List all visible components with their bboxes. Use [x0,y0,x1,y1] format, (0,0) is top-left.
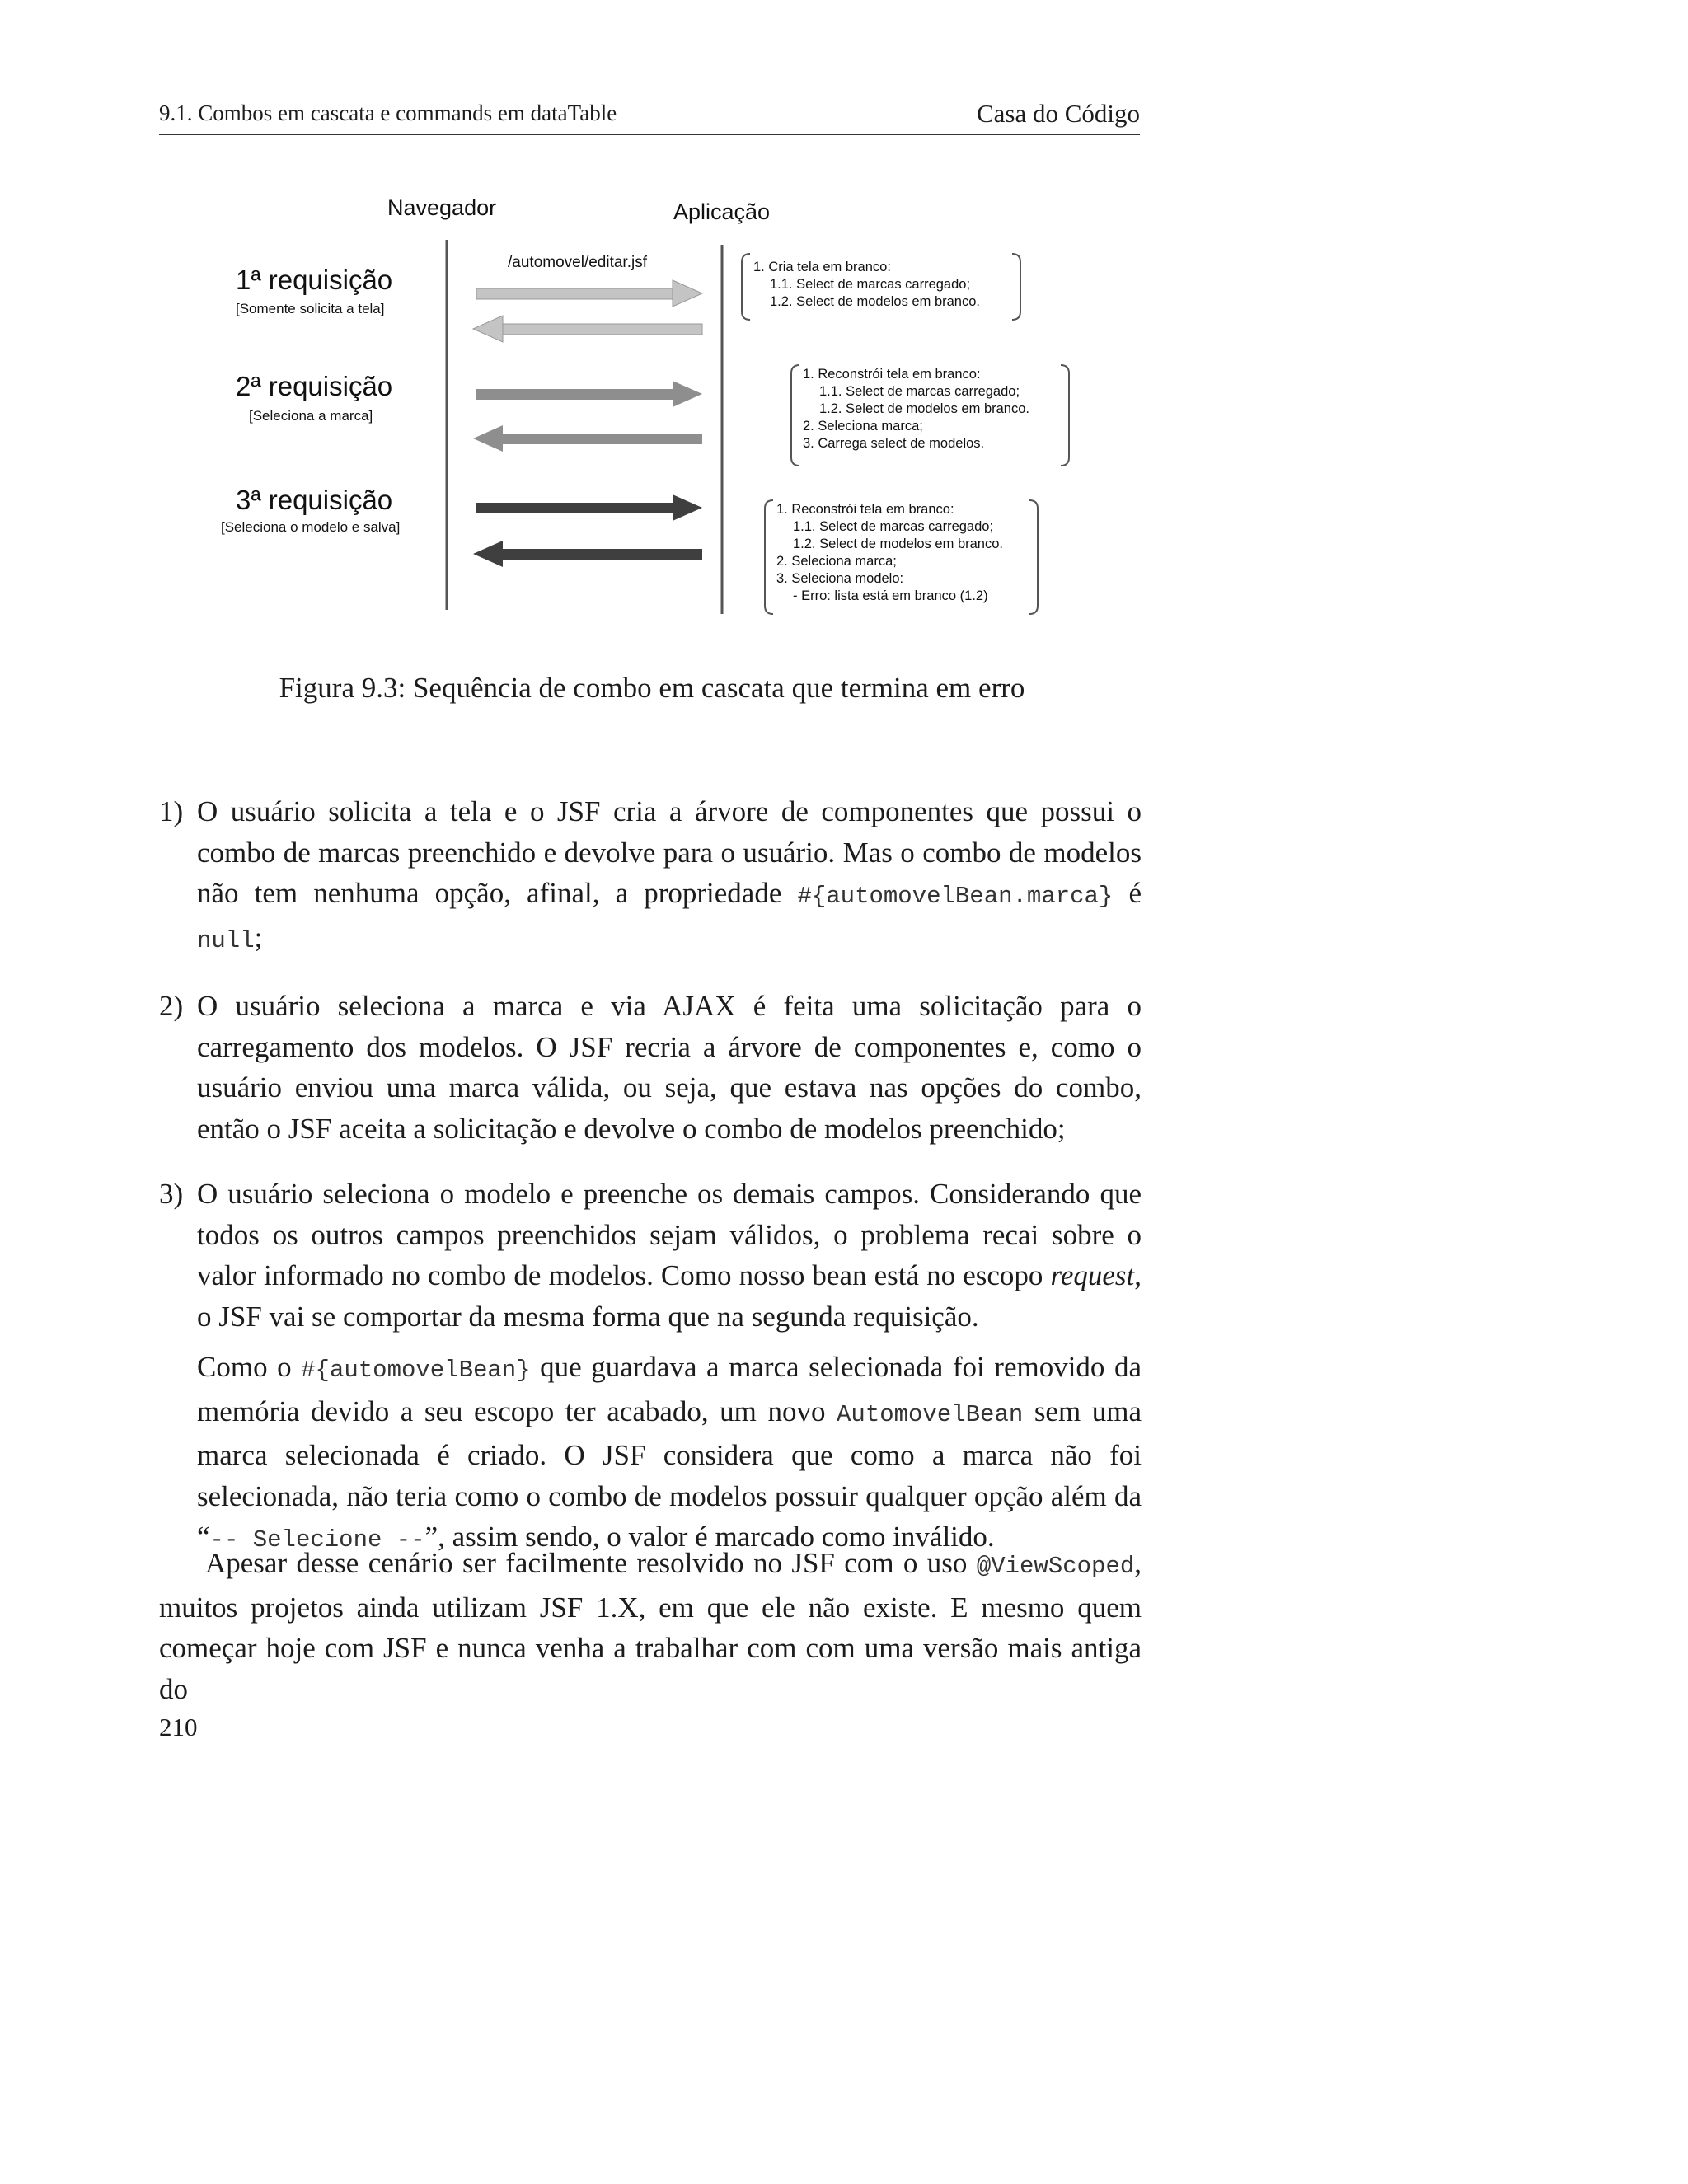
box1-left-bracket [742,254,750,320]
request-1-subtitle: [Somente solicita a tela] [236,301,385,316]
request-arrow-3-head [673,494,702,521]
list-number: 1) [159,795,184,827]
inline-code: #{automovelBean.marca} [797,883,1114,910]
text-run: O usuário solicita a tela e o JSF cria a árvore de componentes que possui o combo de marcas preenchido e devolve para o usuário. Mas o combo de modelos não tem nenhuma opção, afinal, a propriedade [197,795,1142,909]
box1-right-bracket [1012,254,1020,320]
text-run: ; [254,921,263,954]
list-text: O usuário seleciona a marca e via AJAX é feita uma solicitação para o carregamento dos modelos. O JSF recria a árvore de componentes e, como o usuário enviou uma marca válida, ou seja, que estava nas opções do combo, então o JSF aceita a solicitação e devolve o combo de modelos preenchido; [197,990,1142,1145]
response-arrow-1-head [473,316,503,342]
page-number: 210 [159,1713,198,1741]
server-steps-box-3 [776,501,1003,605]
request-arrow-3 [476,503,674,513]
response-arrow-2-head [473,425,503,452]
list-item [159,1174,1142,1561]
text-run: ”, assim sendo, o valor é marcado como inválido. [424,1521,995,1553]
running-book-title: Casa do Código [976,99,1140,128]
browser-column-title: Navegador [387,195,497,220]
box2-left-bracket [791,365,799,466]
inline-code: @ViewScoped [976,1553,1135,1580]
inline-code: #{automovelBean} [301,1357,531,1384]
step-line: 3. Seleciona modelo: [776,571,904,586]
running-section-title: 9.1. Combos em cascata e commands em dataTable [159,101,617,125]
inline-code: null [197,926,255,954]
text-run: Apesar desse cenário ser facilmente resolvido no JSF com o uso [205,1547,977,1579]
response-arrow-3 [501,549,702,560]
step-line: 2. Seleciona marca; [803,419,923,434]
step-line: 3. Carrega select de modelos. [803,436,985,451]
server-steps-box-2 [803,366,1029,452]
request-arrow-2-head [673,381,702,407]
request-arrow-1-head [673,280,702,307]
list-text [197,791,1142,961]
request-1-title: 1ª requisição [236,265,393,295]
box3-left-bracket [765,500,773,614]
sequence-figure [206,185,1071,630]
list-number: 3) [159,1178,184,1210]
step-line: 1.1. Select de marcas carregado; [793,519,994,534]
step-line: 1. Reconstrói tela em branco: [803,367,981,382]
text-run: , muitos projetos ainda utilizam JSF 1.X, em que ele não existe. E mesmo quem começar hoje com JSF e nunca venha a trabalhar com com uma versão mais antiga do [159,1547,1142,1705]
text-run: sem uma marca selecionada é criado. O JSF considera que como a marca não foi selecionada, não teria como o combo de modelos possuir qualquer opção além da “ [197,1394,1142,1553]
response-arrow-1 [501,324,702,335]
text-run: O usuário seleciona o modelo e preenche os demais campos. Considerando que todos os outros campos preenchidos sejam válidos, o problema recai sobre o valor informado no combo de modelos. Como nosso bean está no escopo [197,1178,1142,1291]
page-header [159,99,1140,135]
step-line: 1. Cria tela em branco: [753,260,891,274]
step-line: 1.1. Select de marcas carregado; [770,277,971,292]
server-steps-box-1 [753,259,980,311]
inline-code: AutomovelBean [837,1400,1024,1428]
body-paragraph [159,1543,1142,1709]
box2-right-bracket [1061,365,1069,466]
box3-right-bracket [1029,500,1038,614]
request-2-subtitle: [Seleciona a marca] [249,408,373,424]
inline-code: -- Selecione -- [209,1526,425,1554]
request-url: /automovel/editar.jsf [508,254,647,271]
response-arrow-3-head [473,541,503,567]
list-item [159,986,1142,1149]
step-line: 1.2. Select de modelos em branco. [819,401,1029,416]
step-line: 1.2. Select de modelos em branco. [793,537,1003,551]
list-subparagraph [197,1347,1142,1561]
app-column-title: Aplicação [673,199,771,224]
step-line: - Erro: lista está em branco (1.2) [793,588,988,603]
request-3-title: 3ª requisição [236,485,393,515]
list-item [159,791,1142,961]
step-line: 1.2. Select de modelos em branco. [770,294,980,309]
text-run: é [1113,877,1142,909]
step-line: 1.1. Select de marcas carregado; [819,384,1020,399]
list-text [197,1174,1142,1337]
step-line: 1. Reconstrói tela em branco: [776,502,954,517]
request-2-title: 2ª requisição [236,371,393,401]
text-run: que guardava a marca selecionada foi removido da memória devido a seu escopo ter acabado, um novo [197,1351,1142,1427]
request-arrow-2 [476,389,674,400]
step-line: 2. Seleciona marca; [776,554,897,569]
request-3-subtitle: [Seleciona o modelo e salva] [221,519,401,535]
text-run: , o JSF vai se comportar da mesma forma que na segunda requisição. [197,1259,1142,1333]
list-number: 2) [159,990,184,1022]
text-run: Como o [197,1351,302,1383]
emphasis: request [1050,1259,1135,1291]
figure-caption: Figura 9.3: Sequência de combo em cascata que termina em erro [279,672,1025,704]
numbered-list [159,791,1142,1586]
response-arrow-2 [501,434,702,444]
request-arrow-1 [476,288,674,299]
